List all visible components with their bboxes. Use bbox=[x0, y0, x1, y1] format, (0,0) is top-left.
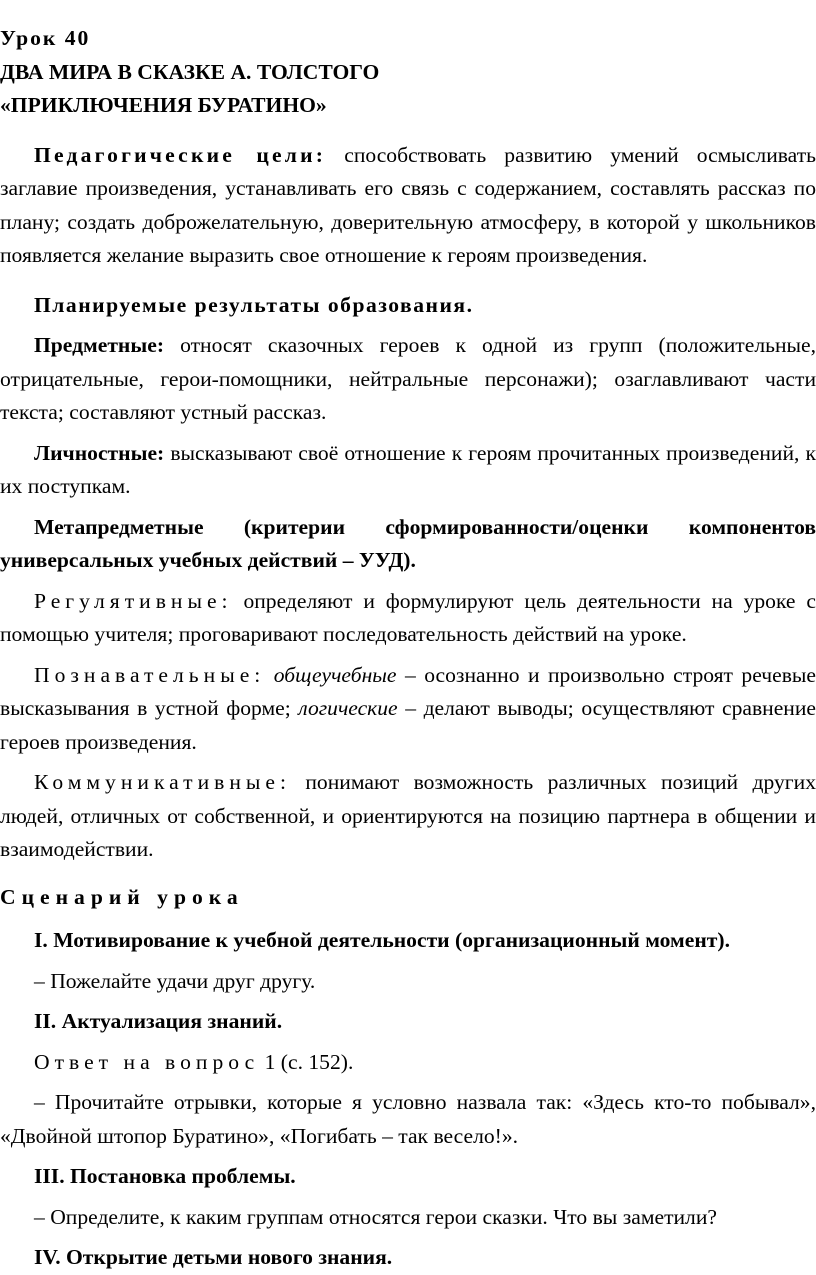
cognitive-label: Познавательные: bbox=[34, 662, 266, 687]
regulative-text: определяют и формулируют цель деятельности на уроке с помощью учителя; проговаривают последовательность действий на уроке. bbox=[0, 588, 816, 646]
subject-results-paragraph bbox=[0, 329, 816, 430]
communicative-text: понимают возможность различных позиций других людей, отличных от собственной, и ориентируются на позицию партнера в общении и взаимодействии. bbox=[0, 770, 816, 861]
section-1-heading: I. Мотивирование к учебной деятельности (организационный момент). bbox=[34, 928, 730, 952]
section-2-answer bbox=[0, 1046, 816, 1080]
lesson-title-line2: «ПРИКЛЮЧЕНИЯ БУРАТИНО» bbox=[0, 93, 327, 117]
personal-results-paragraph bbox=[0, 437, 816, 504]
subject-results-label: Предметные: bbox=[34, 333, 165, 357]
section-4-heading: IV. Открытие детьми нового знания. bbox=[34, 1245, 393, 1269]
lesson-number: Урок 40 bbox=[0, 26, 91, 50]
answer-reference: 1 (с. 152). bbox=[264, 1049, 354, 1074]
section-3-heading: III. Постановка проблемы. bbox=[34, 1164, 296, 1188]
section-1-text: – Пожелайте удачи друг другу. bbox=[34, 968, 316, 993]
scenario-heading: Сценарий урока bbox=[0, 884, 244, 909]
cognitive-general-term: общеучебные bbox=[273, 662, 397, 687]
goals-paragraph bbox=[0, 139, 816, 273]
goals-text: способствовать развитию умений осмысливать заглавие произведения, устанавливать его связь с содержанием, составлять рассказ по плану; создать доброжелательную, доверительную атмосферу, в которой у школьников появляется желание выразить свое отношение к героям произведения. bbox=[0, 142, 816, 267]
goals-label: Педагогические цели: bbox=[34, 142, 327, 167]
cognitive-logical-term: логические bbox=[298, 696, 398, 720]
regulative-paragraph bbox=[0, 585, 816, 652]
communicative-paragraph bbox=[0, 766, 816, 867]
subject-results-text: относят сказочных героев к одной из групп (положительные, отрицательные, герои-помощники, нейтральные персонажи); озаглавливают части текста; составляют устный рассказ. bbox=[0, 333, 816, 424]
meta-results-heading: Метапредметные (критерии сформированности/оценки компонентов универсальных учебных действий – УУД). bbox=[0, 514, 816, 572]
communicative-label: Коммуникативные: bbox=[34, 770, 291, 794]
section-2-text: – Прочитайте отрывки, которые я условно назвала так: «Здесь кто-то побывал», «Двойной штопор Буратино», «Погибать – так весело!». bbox=[0, 1090, 816, 1148]
results-heading: Планируемые результаты образования. bbox=[34, 292, 474, 317]
cognitive-logical-text: – делают выводы; осуществляют сравнение героев произведения. bbox=[0, 696, 816, 754]
answer-label: Ответ на вопрос bbox=[34, 1049, 260, 1074]
personal-results-label: Личностные: bbox=[34, 440, 165, 465]
cognitive-general-text: – осознанно и произвольно строят речевые высказывания в устной форме; bbox=[0, 662, 816, 720]
section-2-heading: II. Актуализация знаний. bbox=[34, 1009, 283, 1033]
section-3-text: – Определите, к каким группам относятся герои сказки. Что вы заметили? bbox=[34, 1204, 717, 1229]
personal-results-text: высказывают своё отношение к героям прочитанных произведений, к их поступкам. bbox=[0, 440, 816, 498]
cognitive-paragraph bbox=[0, 659, 816, 760]
lesson-title-line1: ДВА МИРА В СКАЗКЕ А. ТОЛСТОГО bbox=[0, 59, 380, 84]
document-page bbox=[0, 22, 816, 1275]
regulative-label: Регулятивные: bbox=[34, 588, 233, 613]
